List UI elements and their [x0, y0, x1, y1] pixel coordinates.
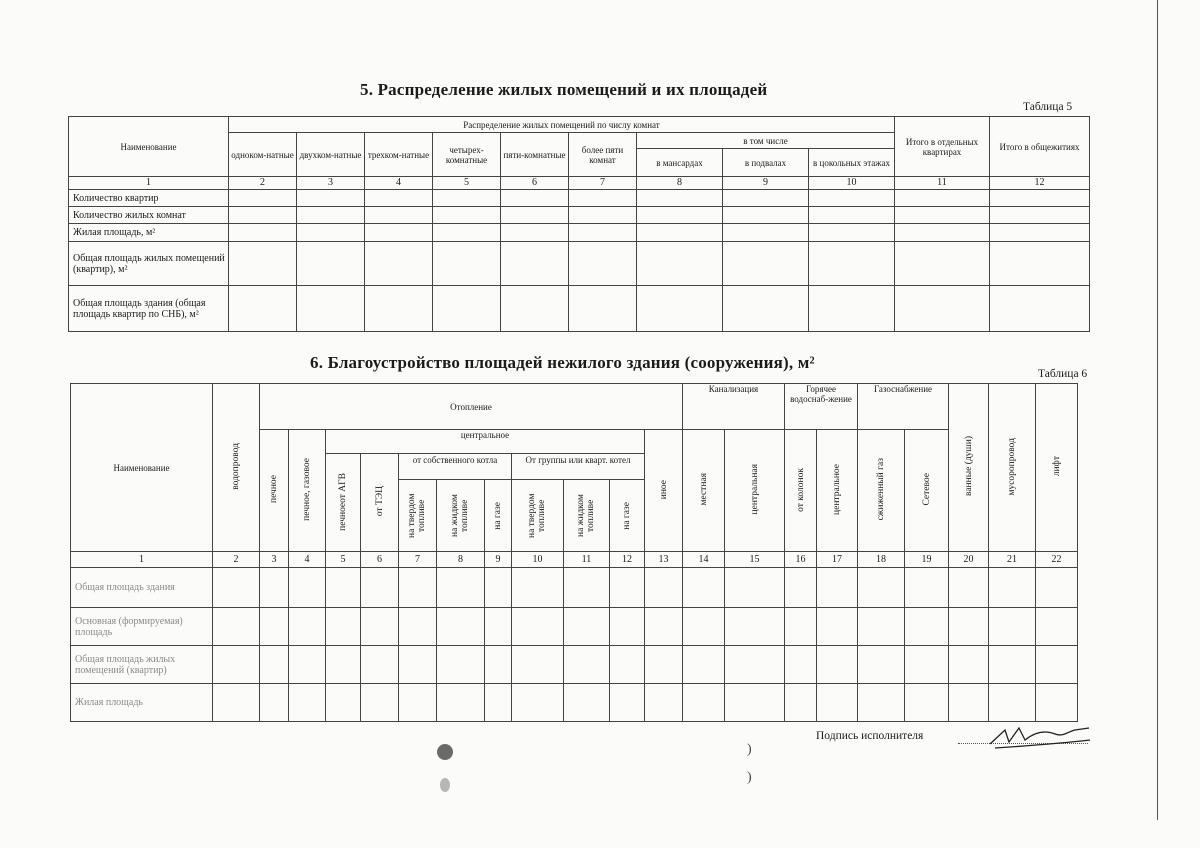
table-cell[interactable]: [637, 286, 723, 332]
table-cell[interactable]: [399, 568, 437, 608]
table-cell[interactable]: [512, 608, 564, 646]
table-cell[interactable]: [229, 190, 297, 207]
table-cell[interactable]: [485, 608, 512, 646]
t5-row-label: Общая площадь жилых помещений (квартир), м²: [69, 242, 229, 286]
table-cell[interactable]: [990, 207, 1090, 224]
table-cell[interactable]: [297, 286, 365, 332]
table-cell[interactable]: [569, 224, 637, 242]
t5-row-label: Количество жилых комнат: [69, 207, 229, 224]
t5-num: 9: [723, 177, 809, 190]
table-cell[interactable]: [437, 684, 485, 722]
table-cell[interactable]: [905, 646, 949, 684]
table-cell[interactable]: [213, 568, 260, 608]
table-cell[interactable]: [289, 684, 326, 722]
t6-header-other-text: иное: [658, 479, 669, 500]
t6-header-group-boiler-group: [512, 454, 645, 552]
table-cell[interactable]: [809, 190, 895, 207]
table-cell[interactable]: [895, 286, 990, 332]
t6-num: 13: [645, 552, 683, 568]
table-row: [69, 286, 1090, 332]
t6-header-central-sewer-text: центральная: [749, 464, 760, 515]
table5-title: 5. Распределение жилых помещений и их площадей: [360, 80, 768, 99]
table-cell[interactable]: [637, 242, 723, 286]
table-cell[interactable]: [297, 224, 365, 242]
t5-num: 8: [637, 177, 723, 190]
table-cell[interactable]: [399, 684, 437, 722]
table-cell[interactable]: [289, 568, 326, 608]
t5-header-more: более пяти комнат: [569, 133, 637, 177]
table-cell[interactable]: [485, 568, 512, 608]
table-cell[interactable]: [361, 646, 399, 684]
table-cell[interactable]: [260, 646, 289, 684]
t6-row-label: Общая площадь жилых помещений (квартир): [71, 646, 213, 684]
t5-num: 11: [895, 177, 990, 190]
t6-header-hot-water: Горячее водоснаб-жение: [785, 384, 858, 430]
table-row: [71, 608, 1078, 646]
t6-header-central: [326, 430, 645, 454]
table-cell[interactable]: [361, 568, 399, 608]
table-cell[interactable]: [610, 608, 645, 646]
table-cell[interactable]: [501, 190, 569, 207]
scan-hole-mark: [437, 744, 453, 760]
t6-header-own-gas: [485, 480, 511, 551]
table-cell[interactable]: [229, 242, 297, 286]
table-cell[interactable]: [326, 646, 361, 684]
table-cell[interactable]: [990, 224, 1090, 242]
t5-num: 12: [990, 177, 1090, 190]
t6-header-own-boiler-group: [399, 454, 512, 552]
t5-num: 1: [69, 177, 229, 190]
t6-num: 2: [213, 552, 260, 568]
t6-num: 8: [437, 552, 485, 568]
t6-header-local-text: местная: [698, 473, 709, 506]
table-cell[interactable]: [949, 608, 989, 646]
t6-header-other: [645, 430, 683, 552]
table-cell[interactable]: [365, 207, 433, 224]
table-cell[interactable]: [949, 568, 989, 608]
table-cell[interactable]: [365, 286, 433, 332]
table-cell[interactable]: [989, 568, 1036, 608]
t6-header-lift-text: лифт: [1051, 456, 1062, 477]
t6-num: 5: [326, 552, 361, 568]
t5-header-total-dorms: Итого в общежитиях: [990, 117, 1090, 177]
table-cell[interactable]: [683, 568, 725, 608]
table-cell[interactable]: [949, 646, 989, 684]
t5-num: 4: [365, 177, 433, 190]
table-cell[interactable]: [297, 242, 365, 286]
t5-header-total-apts: Итого в отдельных квартирах: [895, 117, 990, 177]
t6-header-from-column-text: от колонок: [795, 467, 806, 512]
signature-label: Подпись исполнителя: [816, 730, 924, 742]
t6-header-lpg-text: сжиженный газ: [876, 458, 886, 521]
table-cell[interactable]: [512, 568, 564, 608]
t6-header-group-gas: [610, 480, 644, 551]
table-cell[interactable]: [501, 242, 569, 286]
t5-header-basement: в подвалах: [723, 149, 809, 177]
table-cell[interactable]: [229, 286, 297, 332]
t6-row-label: Основная (формируемая) площадь: [71, 608, 213, 646]
t6-num: 6: [361, 552, 399, 568]
table-cell[interactable]: [858, 646, 905, 684]
table-cell[interactable]: [260, 568, 289, 608]
table-cell[interactable]: [817, 568, 858, 608]
table-cell[interactable]: [564, 608, 610, 646]
table-cell[interactable]: [564, 684, 610, 722]
t6-header-group-liquid-text: на жидком топливе: [576, 494, 597, 537]
table-cell[interactable]: [725, 568, 785, 608]
t5-num: 7: [569, 177, 637, 190]
table-cell[interactable]: [437, 646, 485, 684]
table-cell[interactable]: [365, 242, 433, 286]
t5-num: 10: [809, 177, 895, 190]
t6-num: 21: [989, 552, 1036, 568]
scan-mark: ): [747, 742, 752, 757]
t6-num: 22: [1036, 552, 1078, 568]
table-cell[interactable]: [229, 224, 297, 242]
t5-header-two: двухком-натные: [297, 133, 365, 177]
t6-header-group-liquid: [564, 480, 610, 551]
table-cell[interactable]: [809, 242, 895, 286]
t6-header-own-liquid: [437, 480, 485, 551]
t6-num: 3: [260, 552, 289, 568]
t6-row-label: Жилая площадь: [71, 684, 213, 722]
table-cell[interactable]: [905, 684, 949, 722]
t5-header-one: одноком-натные: [229, 133, 297, 177]
table-cell[interactable]: [723, 242, 809, 286]
table-cell[interactable]: [297, 190, 365, 207]
table-cell[interactable]: [433, 242, 501, 286]
table-cell[interactable]: [817, 684, 858, 722]
table-cell[interactable]: [645, 684, 683, 722]
table-cell[interactable]: [683, 646, 725, 684]
table-cell[interactable]: [683, 684, 725, 722]
t6-header-water: [213, 384, 260, 552]
table-cell[interactable]: [326, 568, 361, 608]
table-cell[interactable]: [361, 608, 399, 646]
table-cell[interactable]: [289, 646, 326, 684]
table6: [70, 383, 1078, 722]
t6-header-own-solid-text: на твердом топливе: [407, 493, 428, 538]
table-cell[interactable]: [512, 646, 564, 684]
table-cell[interactable]: [809, 286, 895, 332]
table-cell[interactable]: [817, 646, 858, 684]
table-cell[interactable]: [895, 224, 990, 242]
t5-header-four: четырех-комнатные: [433, 133, 501, 177]
table-cell[interactable]: [785, 608, 817, 646]
t5-row-label: Жилая площадь, м²: [69, 224, 229, 242]
t6-header-own-gas-text: на газе: [492, 501, 503, 530]
t6-header-stove-gas: [289, 430, 326, 552]
table-cell[interactable]: [637, 224, 723, 242]
table-cell[interactable]: [289, 608, 326, 646]
table-cell[interactable]: [213, 646, 260, 684]
t6-num: 19: [905, 552, 949, 568]
t6-header-gas-supply: Газоснабжение: [858, 384, 949, 430]
table-cell[interactable]: [725, 684, 785, 722]
table-cell[interactable]: [365, 224, 433, 242]
table-cell[interactable]: [485, 646, 512, 684]
t5-num: 5: [433, 177, 501, 190]
t6-num: 16: [785, 552, 817, 568]
t6-row-label: Общая площадь здания: [71, 568, 213, 608]
table-cell[interactable]: [989, 646, 1036, 684]
table-cell[interactable]: [990, 190, 1090, 207]
t6-header-lift: [1036, 384, 1078, 552]
t5-row-label: Количество квартир: [69, 190, 229, 207]
table-cell[interactable]: [809, 224, 895, 242]
table-cell[interactable]: [725, 608, 785, 646]
t6-header-stove-gas-text: печное, газовое: [302, 458, 312, 521]
t5-header-distribution: Распределение жилых помещений по числу комнат: [229, 117, 895, 133]
table-cell[interactable]: [361, 684, 399, 722]
table-cell[interactable]: [683, 608, 725, 646]
table-cell[interactable]: [895, 190, 990, 207]
t6-header-central-sewer: [725, 430, 785, 552]
table-cell[interactable]: [723, 286, 809, 332]
table-cell[interactable]: [501, 286, 569, 332]
t6-num: 7: [399, 552, 437, 568]
t5-header-three: трехком-натные: [365, 133, 433, 177]
t6-header-own-boiler: от собственного котла: [399, 454, 511, 480]
table-row: [69, 224, 1090, 242]
table-cell[interactable]: [785, 568, 817, 608]
t6-header-agv: [326, 454, 361, 552]
t6-num: 4: [289, 552, 326, 568]
t6-header-tec: [361, 454, 399, 552]
t6-header-sewer: Канализация: [683, 384, 785, 430]
t6-header-stove-text: печное: [269, 475, 279, 504]
table-cell[interactable]: [858, 568, 905, 608]
t6-header-garbage: [989, 384, 1036, 552]
t5-header-name: Наименование: [69, 117, 229, 177]
t5-header-attic: в мансардах: [637, 149, 723, 177]
table-cell[interactable]: [433, 286, 501, 332]
table-cell[interactable]: [645, 646, 683, 684]
table-cell[interactable]: [990, 286, 1090, 332]
t6-header-central-text: центральное: [460, 430, 510, 440]
t6-header-central-hw-text: центральное: [832, 464, 842, 515]
table6-label: Таблица 6: [1038, 368, 1088, 380]
t6-header-heating: Отопление: [260, 384, 683, 430]
table-cell[interactable]: [645, 568, 683, 608]
table-cell[interactable]: [610, 646, 645, 684]
t6-header-group-boiler: От группы или кварт. котел: [512, 454, 644, 480]
table-cell[interactable]: [437, 608, 485, 646]
t6-header-own-solid: [399, 480, 437, 551]
t6-num: 12: [610, 552, 645, 568]
table6-title: 6. Благоустройство площадей нежилого здания (сооружения), м²: [310, 353, 815, 372]
t5-num: 6: [501, 177, 569, 190]
table-cell[interactable]: [213, 684, 260, 722]
table-cell[interactable]: [1036, 684, 1078, 722]
table-cell[interactable]: [1036, 568, 1078, 608]
table-cell[interactable]: [485, 684, 512, 722]
t6-header-water-text: водопровод: [231, 443, 241, 490]
signature-scribble: [985, 722, 1095, 752]
t6-header-baths-text: ванные (души): [963, 436, 974, 497]
table-cell[interactable]: [399, 646, 437, 684]
table-cell[interactable]: [858, 684, 905, 722]
table-row: [71, 684, 1078, 722]
table-cell[interactable]: [326, 608, 361, 646]
table-cell[interactable]: [809, 207, 895, 224]
table-cell[interactable]: [1036, 608, 1078, 646]
t5-header-plinth: в цокольных этажах: [809, 149, 895, 177]
t6-header-network-text: Сетевое: [921, 473, 932, 506]
t5-number-row: [69, 177, 1090, 190]
t6-num: 11: [564, 552, 610, 568]
t6-header-group-solid: [512, 480, 564, 551]
table-cell[interactable]: [990, 242, 1090, 286]
table-row: [69, 242, 1090, 286]
table-cell[interactable]: [569, 242, 637, 286]
t5-num: 2: [229, 177, 297, 190]
table-cell[interactable]: [895, 242, 990, 286]
table-cell[interactable]: [637, 190, 723, 207]
table-cell[interactable]: [949, 684, 989, 722]
t6-header-own-liquid-text: на жидком топливе: [450, 494, 471, 537]
table-cell[interactable]: [723, 224, 809, 242]
t6-header-agv-text: печноеот АГВ: [338, 472, 348, 531]
table-cell[interactable]: [569, 190, 637, 207]
t6-header-stove: [260, 430, 289, 552]
table5-label: Таблица 5: [1023, 101, 1073, 113]
table-cell[interactable]: [610, 568, 645, 608]
table-row: [69, 190, 1090, 207]
table-cell[interactable]: [723, 207, 809, 224]
table-cell[interactable]: [433, 190, 501, 207]
table-cell[interactable]: [817, 608, 858, 646]
table-cell[interactable]: [297, 207, 365, 224]
t6-header-group-gas-text: на газе: [621, 501, 632, 530]
table-cell[interactable]: [569, 286, 637, 332]
table-cell[interactable]: [569, 207, 637, 224]
t5-header-incl: в том числе: [637, 133, 895, 149]
t6-header-garbage-text: мусоропровод: [1007, 437, 1017, 496]
t6-num: 20: [949, 552, 989, 568]
scan-hole-mark: [440, 778, 450, 792]
table-cell[interactable]: [512, 684, 564, 722]
table-cell[interactable]: [858, 608, 905, 646]
t6-num: 14: [683, 552, 725, 568]
t6-header-network: [905, 430, 949, 552]
table-row: [69, 207, 1090, 224]
t6-num: 18: [858, 552, 905, 568]
t5-num: 3: [297, 177, 365, 190]
table-cell[interactable]: [433, 207, 501, 224]
table-cell[interactable]: [645, 608, 683, 646]
table-cell[interactable]: [989, 684, 1036, 722]
table-cell[interactable]: [365, 190, 433, 207]
table-cell[interactable]: [564, 568, 610, 608]
t6-header-from-column: [785, 430, 817, 552]
t6-header-group-solid-text: на твердом топливе: [527, 493, 548, 538]
table-cell[interactable]: [1036, 646, 1078, 684]
table-cell[interactable]: [437, 568, 485, 608]
t5-row-label: Общая площадь здания (общая площадь квартир по СНБ), м²: [69, 286, 229, 332]
table-cell[interactable]: [213, 608, 260, 646]
t5-header-five: пяти-комнатные: [501, 133, 569, 177]
table-cell[interactable]: [501, 224, 569, 242]
table-cell[interactable]: [260, 608, 289, 646]
table-cell[interactable]: [785, 684, 817, 722]
table-cell[interactable]: [989, 608, 1036, 646]
table-cell[interactable]: [433, 224, 501, 242]
t6-num: 1: [71, 552, 213, 568]
t6-number-row: [71, 552, 1078, 568]
table-cell[interactable]: [785, 646, 817, 684]
t6-header-central-hw: [817, 430, 858, 552]
t6-header-baths: [949, 384, 989, 552]
t6-header-tec-text: от ТЭЦ: [374, 486, 385, 517]
scan-mark: ): [747, 770, 752, 785]
table-cell[interactable]: [229, 207, 297, 224]
t6-num: 17: [817, 552, 858, 568]
t6-header-local: [683, 430, 725, 552]
t6-header-lpg: [858, 430, 905, 552]
table-cell[interactable]: [326, 684, 361, 722]
t6-header-name: Наименование: [71, 384, 213, 552]
t6-num: 15: [725, 552, 785, 568]
t6-num: 10: [512, 552, 564, 568]
table-cell[interactable]: [905, 568, 949, 608]
table-cell[interactable]: [501, 207, 569, 224]
table-row: [71, 568, 1078, 608]
page-edge: [1157, 0, 1158, 820]
table-cell[interactable]: [725, 646, 785, 684]
table-cell[interactable]: [610, 684, 645, 722]
table5: [68, 116, 1090, 332]
table-cell[interactable]: [895, 207, 990, 224]
table-cell[interactable]: [399, 608, 437, 646]
table-cell[interactable]: [564, 646, 610, 684]
table-cell[interactable]: [723, 190, 809, 207]
table-cell[interactable]: [260, 684, 289, 722]
table-cell[interactable]: [637, 207, 723, 224]
table-row: [71, 646, 1078, 684]
table-cell[interactable]: [905, 608, 949, 646]
t6-num: 9: [485, 552, 512, 568]
